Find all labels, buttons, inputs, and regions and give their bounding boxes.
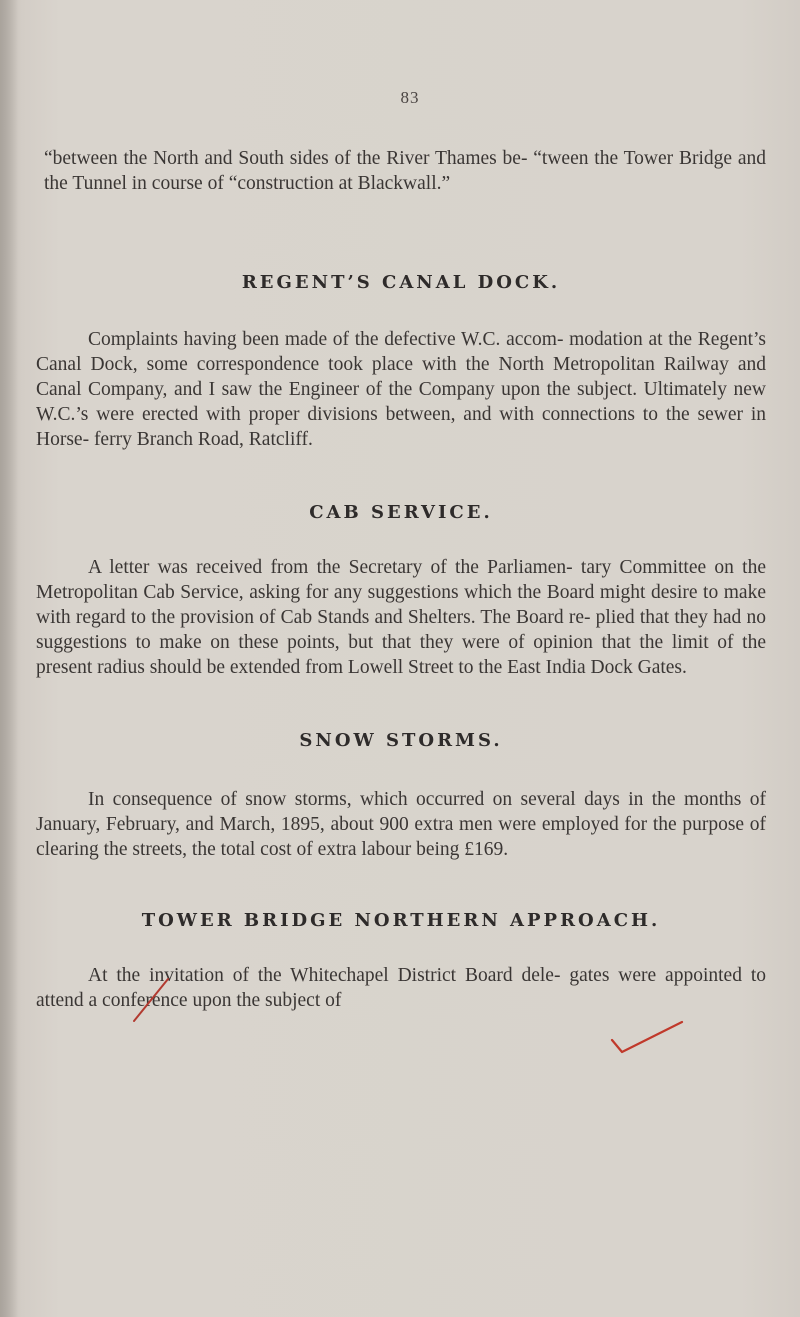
section-body-cab-service: A letter was received from the Secretary of the Parliamen- tary Committee on the Metropolitan Cab Service, asking for any suggestions which the Board might desire to make with regard to the provision of Cab Stands and Shelters. The Board re- plied that they had no suggestions to make on these points, but that they were of opinion that the limit of the present radius should be extended from Lowell Street to the East India Dock Gates. — [36, 557, 766, 678]
section-heading-cab-service: CAB SERVICE. — [309, 502, 493, 523]
page-content — [36, 146, 766, 1013]
intro-paragraph: “between the North and South sides of the River Thames be- “tween the Tower Bridge and the Tunnel in course of “construction at Blackwall.” — [44, 148, 766, 194]
section-body-regents-canal-dock: Complaints having been made of the defective W.C. accom- modation at the Regent’s Canal Dock, some correspondence took place with the North Metropolitan Railway and Canal Company, and I saw the Engineer of the Company upon the subject. Ultimately new W.C.’s were erected with proper divisions between, and with connections to the sewer in Horse- ferry Branch Road, Ratcliff. — [36, 329, 766, 450]
section-body-tower-bridge-northern-approach: At the invitation of the Whitechapel District Board dele- gates were appointed to attend a conference upon the subject of — [36, 965, 766, 1011]
section-heading-snow-storms: SNOW STORMS. — [299, 730, 503, 751]
section-heading-tower-bridge-northern-approach: TOWER BRIDGE NORTHERN APPROACH. — [141, 910, 661, 931]
red-check-mark-icon — [608, 1018, 688, 1058]
page-number: 83 — [400, 88, 420, 107]
section-heading-regents-canal-dock: REGENT’S CANAL DOCK. — [241, 272, 561, 293]
red-strike-mark — [126, 975, 186, 1025]
binding-shadow — [0, 0, 18, 1317]
section-body-snow-storms: In consequence of snow storms, which occurred on several days in the months of January, February, and March, 1895, about 900 extra men were employed for the purpose of clearing the streets, the total cost of extra labour being £169. — [36, 789, 766, 860]
